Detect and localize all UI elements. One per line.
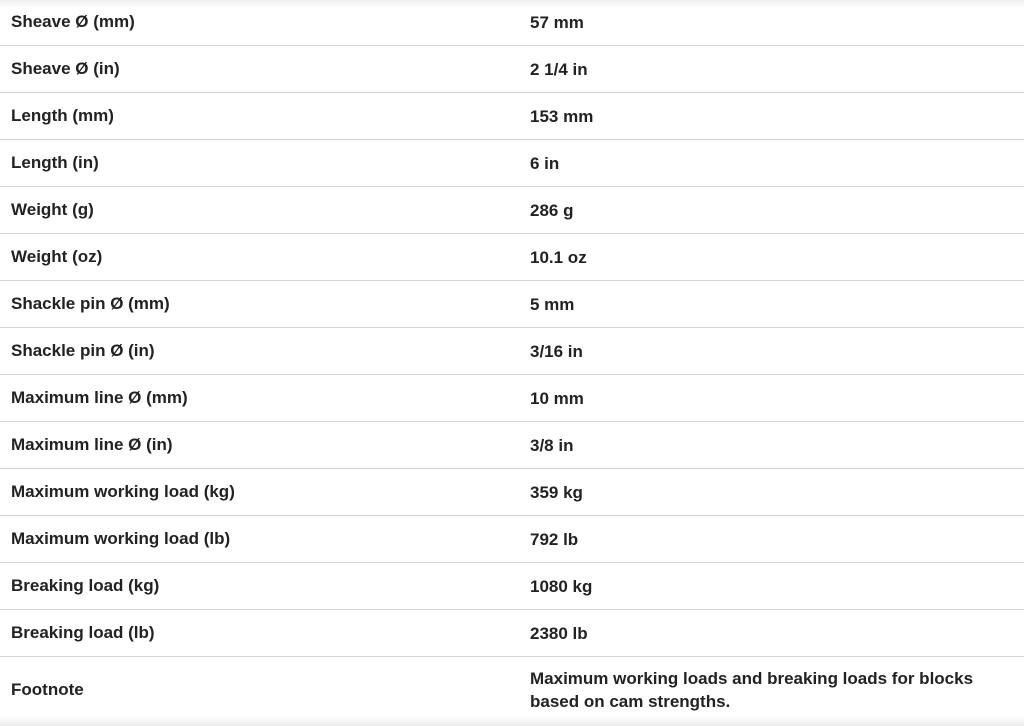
footnote-label: Footnote [11,680,84,699]
spec-label: Maximum working load (lb) [11,529,231,548]
spec-label: Sheave Ø (in) [11,59,120,78]
spec-row-length-mm [0,93,1024,140]
spec-label: Shackle pin Ø (in) [11,341,155,360]
top-edge-shadow [0,0,1024,8]
spec-row-weight-oz [0,234,1024,281]
spec-row-shackle-pin-mm [0,281,1024,328]
spec-value: 359 kg [530,482,583,502]
spec-label: Breaking load (kg) [11,576,160,595]
spec-row-max-working-load-lb [0,516,1024,563]
spec-label: Weight (g) [11,200,94,219]
spec-value: 3/8 in [530,435,574,455]
spec-row-weight-g [0,187,1024,234]
spec-label: Maximum line Ø (mm) [11,388,188,407]
spec-label: Weight (oz) [11,247,103,266]
spec-value: 57 mm [530,12,584,32]
spec-row-length-in [0,140,1024,187]
spec-value: 2 1/4 in [530,59,588,79]
spec-label: Length (in) [11,153,99,172]
spec-row-breaking-load-lb [0,610,1024,657]
spec-label: Maximum line Ø (in) [11,435,173,454]
spec-label: Maximum working load (kg) [11,482,235,501]
spec-label: Shackle pin Ø (mm) [11,294,170,313]
spec-value: 792 lb [530,529,579,549]
spec-value: 10 mm [530,388,584,408]
spec-value: 10.1 oz [530,247,587,267]
spec-row-breaking-load-kg [0,563,1024,610]
footnote-text: Maximum working loads and breaking loads for blocks based on cam strengths. [530,669,974,711]
spec-row-shackle-pin-in [0,328,1024,375]
spec-value: 6 in [530,153,560,173]
spec-value: 3/16 in [530,341,583,361]
spec-row-footnote [0,657,1024,723]
spec-row-sheave-in [0,46,1024,93]
spec-value: 153 mm [530,106,594,126]
spec-value: 1080 kg [530,576,593,596]
bottom-edge-shadow [0,716,1024,726]
spec-value: 2380 lb [530,623,588,643]
spec-label: Sheave Ø (mm) [11,12,135,31]
spec-row-max-line-mm [0,375,1024,422]
spec-row-max-line-in [0,422,1024,469]
spec-label: Breaking load (lb) [11,623,155,642]
spec-row-max-working-load-kg [0,469,1024,516]
spec-value: 286 g [530,200,574,220]
spec-label: Length (mm) [11,106,114,125]
spec-value: 5 mm [530,294,575,314]
